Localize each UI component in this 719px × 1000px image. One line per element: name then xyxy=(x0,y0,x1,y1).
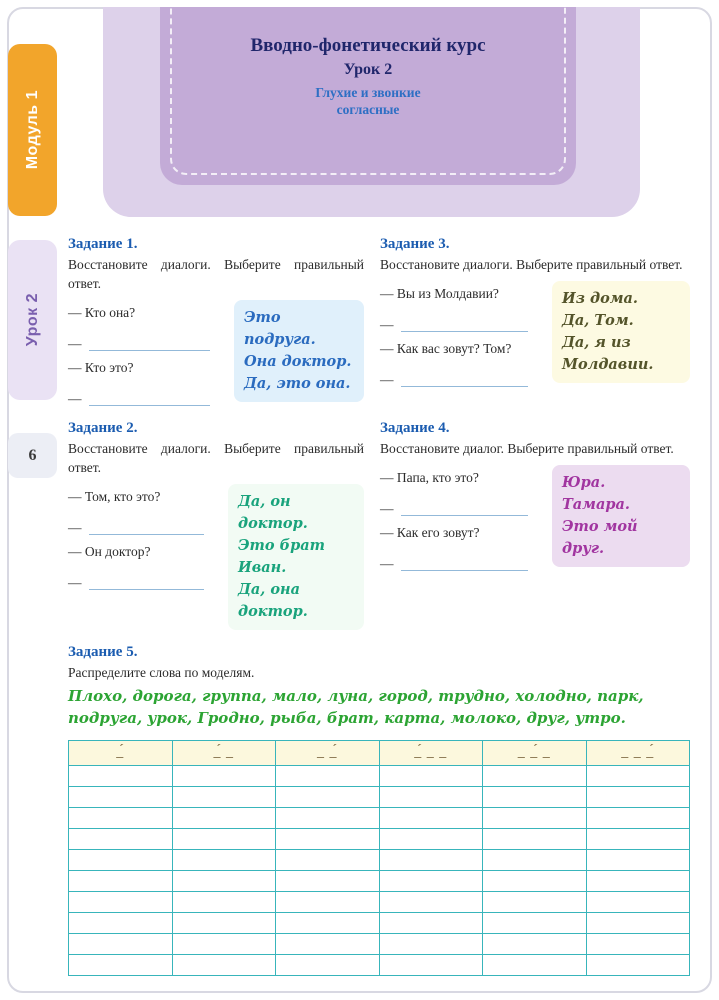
table-cell[interactable] xyxy=(586,870,690,891)
task-2 xyxy=(68,420,364,630)
task-instruction: Распределите слова по моделям. xyxy=(68,664,255,680)
dialogue-line: — Папа, кто это? xyxy=(380,469,479,485)
dialogue-blank xyxy=(380,500,544,518)
stress-pattern-header: _́ xyxy=(69,740,173,765)
dialogue xyxy=(68,298,226,408)
answer-blank-line[interactable] xyxy=(89,589,205,590)
dialogue-line: — Кто она? xyxy=(68,304,136,320)
table-cell[interactable] xyxy=(586,807,690,828)
table-cell[interactable] xyxy=(379,933,483,954)
task-4 xyxy=(380,420,690,630)
table-cell[interactable] xyxy=(586,849,690,870)
dash: — xyxy=(68,574,82,590)
task-title: Задание 3. xyxy=(380,236,450,252)
dialogue-line: — Как его зовут? xyxy=(380,524,480,540)
dialogue-wrap xyxy=(380,463,690,573)
course-title: Вводно-фонетический курс xyxy=(250,35,486,56)
table-row xyxy=(69,786,690,807)
answer-blank-line[interactable] xyxy=(89,405,211,406)
task-instruction: Восстановите диалоги. Выберите правильный ответ. xyxy=(68,440,364,475)
table-cell[interactable] xyxy=(586,954,690,975)
table-cell[interactable] xyxy=(379,807,483,828)
dialogue-line: — Кто это? xyxy=(68,359,134,375)
module-tab xyxy=(8,44,57,216)
dash: — xyxy=(380,316,394,332)
answer-option: Это подруга. xyxy=(244,308,316,348)
table-cell[interactable] xyxy=(276,933,380,954)
answer-options-box xyxy=(552,465,690,567)
table-cell[interactable] xyxy=(276,828,380,849)
table-cell[interactable] xyxy=(379,765,483,786)
table-cell[interactable] xyxy=(69,828,173,849)
table-cell[interactable] xyxy=(379,891,483,912)
answer-option: Тамара. xyxy=(562,495,630,513)
stress-pattern-header: _́ _ xyxy=(172,740,276,765)
table-cell[interactable] xyxy=(586,765,690,786)
answer-blank-line[interactable] xyxy=(89,350,211,351)
table-cell[interactable] xyxy=(483,807,587,828)
table-row xyxy=(69,807,690,828)
table-cell[interactable] xyxy=(172,807,276,828)
table-cell[interactable] xyxy=(586,912,690,933)
table-cell[interactable] xyxy=(483,933,587,954)
table-cell[interactable] xyxy=(172,828,276,849)
table-cell[interactable] xyxy=(69,807,173,828)
dialogue xyxy=(380,463,544,573)
task-instruction: Восстановите диалоги. Выберите правильный ответ. xyxy=(68,257,364,291)
table-cell[interactable] xyxy=(69,765,173,786)
table-cell[interactable] xyxy=(276,849,380,870)
task-5 xyxy=(68,644,690,976)
table-cell[interactable] xyxy=(276,891,380,912)
task-title: Задание 4. xyxy=(380,419,450,436)
task-1 xyxy=(68,236,364,408)
table-cell[interactable] xyxy=(586,828,690,849)
answer-option: Это мой друг. xyxy=(562,517,638,557)
task-instruction: Восстановите диалоги. Выберите правильный ответ. xyxy=(380,257,683,272)
answer-blank-line[interactable] xyxy=(401,331,529,332)
table-cell[interactable] xyxy=(172,870,276,891)
table-cell[interactable] xyxy=(586,933,690,954)
dialogue-line: — Том, кто это? xyxy=(68,488,161,504)
dialogue xyxy=(68,482,220,630)
table-cell[interactable] xyxy=(379,828,483,849)
dialogue-blank xyxy=(380,555,544,573)
stress-pattern-table xyxy=(68,740,690,976)
answer-blank-line[interactable] xyxy=(401,515,529,516)
table-cell[interactable] xyxy=(172,912,276,933)
task-3 xyxy=(380,236,690,408)
word-list: Плохо, дорога, группа, мало, луна, город, трудно, холодно, парк, подруга, урок, Гродно, рыба, брат, карта, молоко, друг, утро. xyxy=(68,687,644,728)
header-dashed-frame xyxy=(170,7,566,175)
table-cell[interactable] xyxy=(483,765,587,786)
dialogue-line: — Он доктор? xyxy=(68,543,151,559)
stress-pattern-header: _́ _ _ xyxy=(379,740,483,765)
answer-option: Да, он доктор. xyxy=(238,492,308,532)
table-row xyxy=(69,912,690,933)
dash: — xyxy=(380,500,394,516)
dialogue-wrap xyxy=(380,279,690,389)
table-cell[interactable] xyxy=(379,912,483,933)
dialogue-blank xyxy=(68,335,226,353)
answer-option: Да, Том. xyxy=(562,311,634,329)
page-number-tab xyxy=(8,433,57,478)
answer-option: Да, это она. xyxy=(244,374,351,392)
stress-pattern-header: _ _ _́ xyxy=(586,740,690,765)
answer-option: Да, я из Молдавии. xyxy=(562,333,654,373)
module-tab-label: Модуль 1 xyxy=(23,90,41,170)
table-cell[interactable] xyxy=(172,933,276,954)
table-cell[interactable] xyxy=(586,891,690,912)
dialogue-wrap xyxy=(68,298,364,408)
page-number: 6 xyxy=(28,446,37,464)
table-cell[interactable] xyxy=(379,849,483,870)
dialogue xyxy=(380,279,544,389)
table-cell[interactable] xyxy=(483,912,587,933)
stress-table-head xyxy=(69,740,690,765)
table-cell[interactable] xyxy=(379,786,483,807)
dialogue-blank xyxy=(68,519,220,537)
dialogue-blank xyxy=(380,316,544,334)
stress-table-body xyxy=(69,765,690,975)
answer-option: Юра. xyxy=(562,473,606,491)
table-cell[interactable] xyxy=(172,786,276,807)
dash: — xyxy=(68,335,82,351)
table-cell[interactable] xyxy=(483,786,587,807)
table-row xyxy=(69,933,690,954)
dialogue-line: — Как вас зовут? Том? xyxy=(380,340,512,356)
table-cell[interactable] xyxy=(586,786,690,807)
dialogue-blank xyxy=(68,390,226,408)
answer-options-box xyxy=(234,300,364,402)
table-row xyxy=(69,954,690,975)
table-cell[interactable] xyxy=(379,870,483,891)
stress-pattern-header: _ _́ xyxy=(276,740,380,765)
lesson-subtitle: Глухие и звонкие согласные xyxy=(315,85,421,117)
answer-option: Она доктор. xyxy=(244,352,352,370)
dash: — xyxy=(380,555,394,571)
header-panel xyxy=(160,7,576,185)
dialogue-wrap xyxy=(68,482,364,630)
table-cell[interactable] xyxy=(69,933,173,954)
table-row xyxy=(69,849,690,870)
lesson-tab xyxy=(8,240,57,400)
table-cell[interactable] xyxy=(483,828,587,849)
answer-options-box xyxy=(228,484,364,630)
dash: — xyxy=(68,390,82,406)
answer-option: Это брат Иван. xyxy=(238,536,325,576)
table-cell[interactable] xyxy=(69,954,173,975)
dialogue-blank xyxy=(68,574,220,592)
table-cell[interactable] xyxy=(69,912,173,933)
table-cell[interactable] xyxy=(483,891,587,912)
table-cell[interactable] xyxy=(172,954,276,975)
table-row xyxy=(69,828,690,849)
dash: — xyxy=(380,371,394,387)
table-cell[interactable] xyxy=(276,786,380,807)
table-cell[interactable] xyxy=(276,912,380,933)
table-cell[interactable] xyxy=(172,849,276,870)
table-cell[interactable] xyxy=(69,849,173,870)
task-title: Задание 2. xyxy=(68,419,138,436)
answer-blank-line[interactable] xyxy=(401,386,529,387)
tasks-grid xyxy=(68,236,690,630)
answer-option: Да, она доктор. xyxy=(238,580,308,620)
table-cell[interactable] xyxy=(483,954,587,975)
task-title: Задание 1. xyxy=(68,236,138,252)
table-cell[interactable] xyxy=(276,807,380,828)
table-row xyxy=(69,870,690,891)
table-cell[interactable] xyxy=(276,954,380,975)
stress-pattern-header: _ _́ _ xyxy=(483,740,587,765)
dialogue-line: — Вы из Молдавии? xyxy=(380,285,499,301)
table-cell[interactable] xyxy=(483,849,587,870)
table-cell[interactable] xyxy=(172,765,276,786)
table-row xyxy=(69,765,690,786)
task-instruction: Восстановите диалог. Выберите правильный ответ. xyxy=(380,440,674,456)
lesson-number: Урок 2 xyxy=(343,61,393,78)
answer-options-box xyxy=(552,281,690,383)
table-cell[interactable] xyxy=(483,870,587,891)
table-header-row xyxy=(69,740,690,765)
dialogue-blank xyxy=(380,371,544,389)
dash: — xyxy=(68,519,82,535)
table-row xyxy=(69,891,690,912)
table-cell[interactable] xyxy=(69,870,173,891)
table-cell[interactable] xyxy=(276,765,380,786)
table-cell[interactable] xyxy=(379,954,483,975)
answer-blank-line[interactable] xyxy=(401,570,529,571)
task-title: Задание 5. xyxy=(68,643,138,660)
table-cell[interactable] xyxy=(276,870,380,891)
main-content xyxy=(68,236,690,976)
lesson-tab-label: Урок 2 xyxy=(23,293,41,347)
table-cell[interactable] xyxy=(172,891,276,912)
table-cell[interactable] xyxy=(69,786,173,807)
table-cell[interactable] xyxy=(69,891,173,912)
answer-option: Из дома. xyxy=(562,289,638,307)
answer-blank-line[interactable] xyxy=(89,534,205,535)
